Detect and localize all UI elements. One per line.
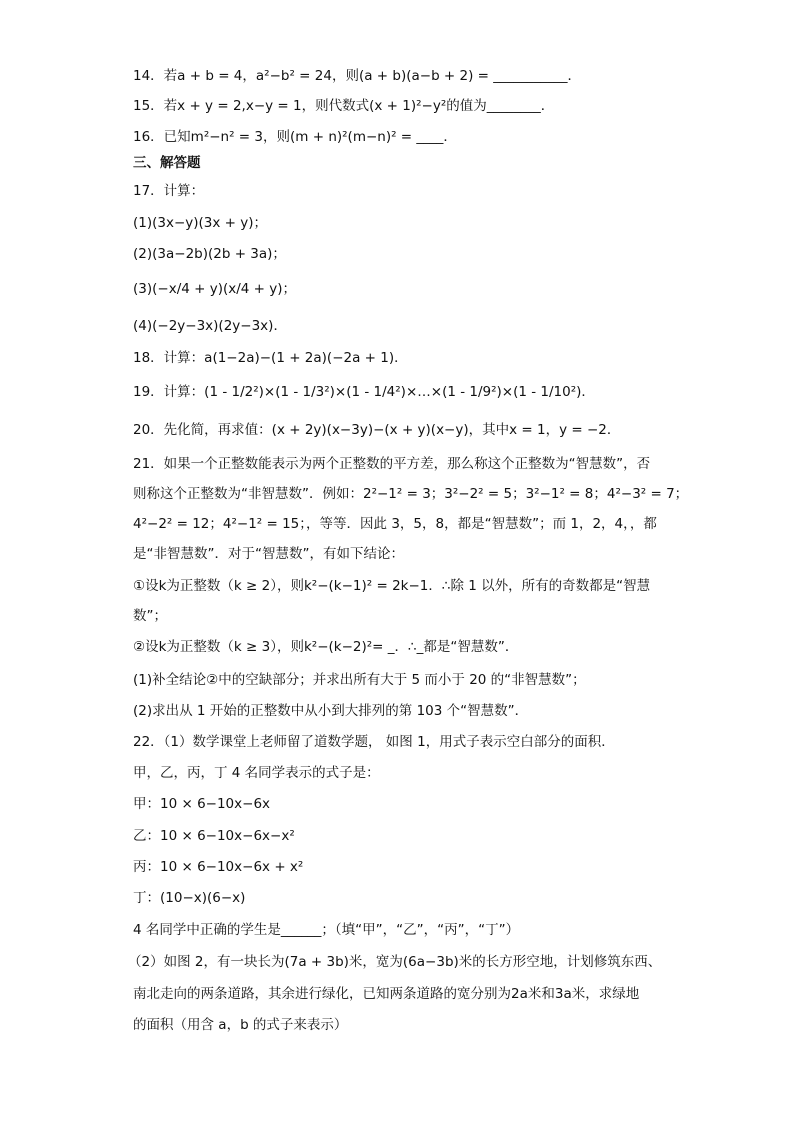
- question-17: 17．计算：: [133, 183, 205, 199]
- question-22-line: 南北走向的两条道路，其余进行绿化，已知两条道路的宽分别为2a米和3a米，求绿地: [133, 986, 640, 1002]
- question-21-line: ①设k为正整数（k ≥ 2），则k²−(k−1)² = 2k−1．∴除 1 以外，所有的奇数都是“智慧: [133, 578, 651, 594]
- question-22-line: 的面积（用含 a，b 的式子来表示）: [133, 1017, 348, 1033]
- question-17-4: (4)(−2y−3x)(2y−3x)．: [133, 318, 287, 334]
- question-18: 18．计算：a(1−2a)−(1 + 2a)(−2a + 1)．: [133, 350, 408, 366]
- question-20: 20．先化简，再求值：(x + 2y)(x−3y)−(x + y)(x−y)，其中x = 1，y = −2．: [133, 422, 621, 438]
- question-17-3: (3)(−x/4 + y)(x/4 + y)；: [133, 281, 297, 297]
- question-16: 16．已知m²−n² = 3，则(m + n)²(m−n)² = ____．: [133, 129, 457, 145]
- question-14: 14．若a + b = 4，a²−b² = 24，则(a + b)(a−b + 2) = ___________．: [133, 68, 582, 84]
- question-21-line: 21．如果一个正整数能表示为两个正整数的平方差，那么称这个正整数为“智慧数”，否: [133, 456, 651, 472]
- question-22-line: 甲，乙，丙，丁 4 名同学表示的式子是：: [133, 765, 380, 781]
- question-21-line: ②设k为正整数（k ≥ 3），则k²−(k−2)²= _．∴_都是“智慧数”．: [133, 639, 519, 655]
- question-19: 19．计算：(1 - 1/2²)×(1 - 1/3²)×(1 - 1/4²)×…×(1 - 1/9²)×(1 - 1/10²)．: [133, 384, 595, 400]
- question-21-part-2: (2)求出从 1 开始的正整数中从小到大排列的第 103 个“智慧数”．: [133, 703, 529, 719]
- question-22-answer-yi: 乙：10 × 6−10x−6x−x²: [133, 828, 295, 844]
- question-17-2: (2)(3a−2b)(2b + 3a)；: [133, 246, 286, 262]
- question-21-line: 数”；: [133, 608, 167, 624]
- question-22-answer-jia: 甲：10 × 6−10x−6x: [133, 796, 271, 812]
- question-22-line: （2）如图 2，有一块长为(7a + 3b)米，宽为(6a−3b)米的长方形空地，计划修筑东西、: [128, 954, 662, 970]
- section-heading: 三、解答题: [133, 155, 201, 171]
- question-22-answer-ding: 丁：(10−x)(6−x): [133, 890, 246, 906]
- question-22-line: 22．（1）数学课堂上老师留了道数学题， 如图 1，用式子表示空白部分的面积．: [133, 734, 615, 750]
- question-21-part-1: (1)补全结论②中的空缺部分；并求出所有大于 5 而小于 20 的“非智慧数”；: [133, 672, 586, 688]
- question-17-1: (1)(3x−y)(3x + y)；: [133, 215, 268, 231]
- question-22-answer-bing: 丙：10 × 6−10x−6x + x²: [133, 859, 304, 875]
- question-15: 15．若x + y = 2,x−y = 1，则代数式(x + 1)²−y²的值为________．: [133, 98, 555, 114]
- question-21-line: 4²−2² = 12；4²−1² = 15；，等等．因此 3，5，8，都是“智慧数”；而 1，2，4，，都: [133, 516, 657, 532]
- question-21-line: 则称这个正整数为“非智慧数”．例如：2²−1² = 3；3²−2² = 5；3²−1² = 8；4²−3² = 7；: [133, 486, 689, 502]
- question-22-line: 4 名同学中正确的学生是______；（填“甲”，“乙”，“丙”，“丁”）: [133, 922, 520, 938]
- question-21-line: 是“非智慧数”．对于“智慧数”，有如下结论：: [133, 546, 404, 562]
